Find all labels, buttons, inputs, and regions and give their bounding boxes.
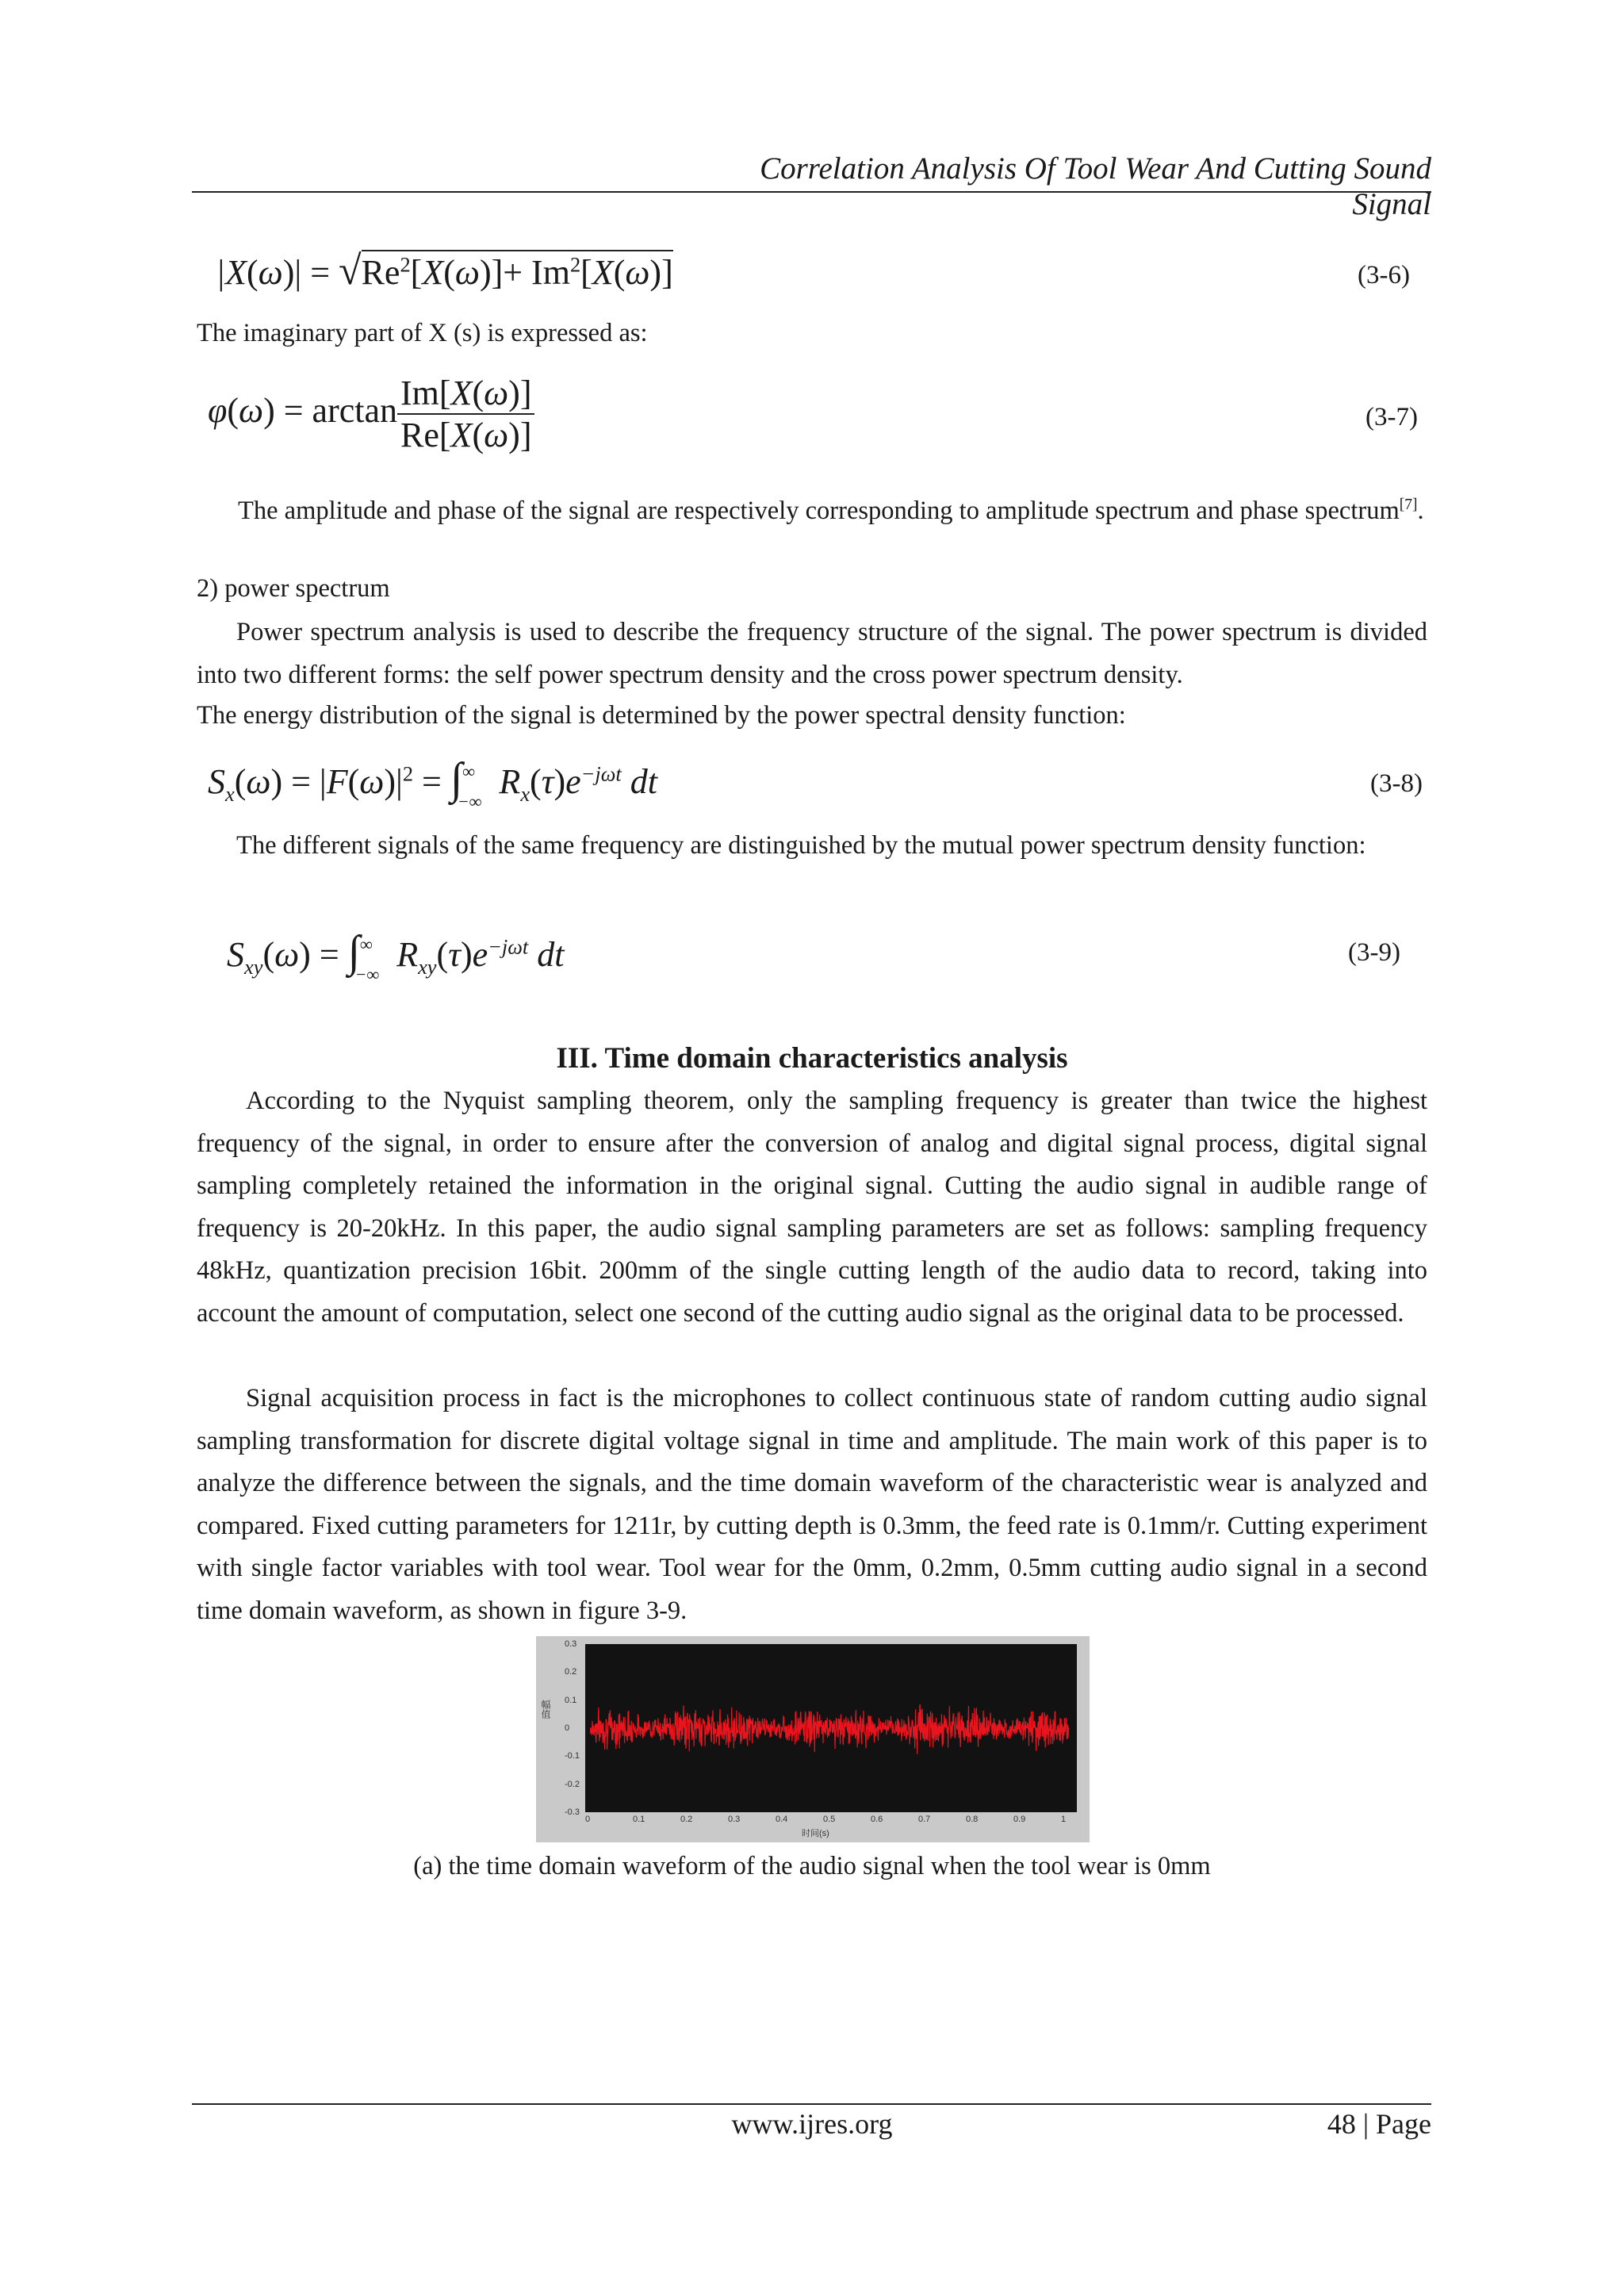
x-tick-label: 0.2 <box>680 1815 693 1824</box>
section-title: III. Time domain characteristics analysis <box>556 1042 1068 1075</box>
x-tick-label: 0.8 <box>966 1815 979 1824</box>
page-number: 48 | Page <box>1327 2108 1431 2140</box>
citation: [7] <box>1399 496 1418 513</box>
energy-distribution-line: The energy distribution of the signal is determined by the power spectral density function: <box>197 701 1126 730</box>
y-tick-label: 0 <box>565 1723 570 1733</box>
equation-3-7: φ(ω) = arctan $\frac{Im[X(\omega)]}{Re[X(\omega)]}$ <box>208 373 534 455</box>
imaginary-intro: The imaginary part of X (s) is expressed as: <box>197 319 648 347</box>
mutual-power-paragraph: The different signals of the same frequency are distinguished by the mutual power spectrum density function: <box>236 831 1366 860</box>
equation-3-6: $|X(\omega)| = √Re^2[X(\omega)]+ Im^2[X(\omega)]$ <box>216 248 673 293</box>
power-spectrum-heading: 2) power spectrum <box>197 574 390 603</box>
x-tick-label: 0.1 <box>633 1815 645 1824</box>
y-tick-label: 0.2 <box>565 1667 577 1677</box>
header-rule <box>192 191 1431 193</box>
acquisition-paragraph: Signal acquisition process in fact is the microphones to collect continuous state of random cutting audio signal sampling transformation for discrete digital voltage signal in time and amplitude. The main work of this paper is to analyze the difference between the signals, and the time domain waveform of the characteristic wear is analyzed and compared. Fixed cutting parameters for 1211r, by cutting depth is 0.3mm, the feed rate is 0.1mm/r. Cutting experiment with single factor variables with tool wear. Tool wear for the 0mm, 0.2mm, 0.5mm cutting audio signal in a second time domain waveform, as shown in figure 3-9. <box>197 1384 1427 1625</box>
equation-3-8: $S_x(\omega) = |F(\omega)|^2 = \int^\infty_{-\infty}R_x(\tau)e^{-j\omega t}$ dt <box>208 754 657 811</box>
x-tick-label: 0.5 <box>823 1815 836 1824</box>
plot-area <box>585 1644 1077 1812</box>
x-tick-label: 0.3 <box>728 1815 741 1824</box>
equation-3-9: $S_{xy}(\omega) = \int^\infty_{-\infty}R_{xy}(\tau)e^{-j\omega t}$ dt <box>227 927 565 984</box>
equation-number: (3-6) <box>1358 261 1410 289</box>
running-header: Correlation Analysis Of Tool Wear And Cutting Sound Signal <box>760 151 1431 221</box>
signal-line <box>590 1704 1069 1754</box>
equation-number: (3-9) <box>1348 938 1400 967</box>
figure-caption: (a) the time domain waveform of the audio signal when the tool wear is 0mm <box>413 1852 1211 1880</box>
x-tick-label: 0.6 <box>871 1815 883 1824</box>
y-axis-label: 幅值 <box>540 1700 551 1719</box>
x-tick-label: 0.7 <box>918 1815 931 1824</box>
y-tick-label: -0.3 <box>565 1807 580 1817</box>
waveform-plot <box>585 1644 1077 1812</box>
equation-number: (3-7) <box>1365 403 1418 431</box>
x-axis-label: 时间(s) <box>802 1829 829 1838</box>
y-tick-label: -0.1 <box>565 1751 580 1761</box>
amplitude-phase-paragraph: The amplitude and phase of the signal are respectively corresponding to amplitude spectrum and phase spectrum[7]. <box>238 496 1424 525</box>
x-tick-label: 0 <box>585 1815 591 1824</box>
footer-url: www.ijres.org <box>731 2108 893 2140</box>
x-tick-label: 0.9 <box>1013 1815 1026 1824</box>
power-spectrum-paragraph: Power spectrum analysis is used to describe the frequency structure of the signal. The power spectrum is divided into two different forms: the self power spectrum density and the cross power spectrum density. <box>197 618 1427 689</box>
nyquist-paragraph: According to the Nyquist sampling theorem, only the sampling frequency is greater than twice the highest frequency of the signal, in order to ensure after the conversion of analog and digital signal process, digital signal sampling completely retained the information in the original signal. Cutting the audio signal in audible range of frequency is 20-20kHz. In this paper, the audio signal sampling parameters are set as follows: sampling frequency 48kHz, quantization precision 16bit. 200mm of the single cutting length of the audio data to record, taking into account the amount of computation, select one second of the cutting audio signal as the original data to be processed. <box>197 1087 1427 1328</box>
x-tick-label: 1 <box>1061 1815 1067 1824</box>
y-tick-label: 0.1 <box>565 1695 577 1705</box>
x-tick-label: 0.4 <box>776 1815 788 1824</box>
footer-rule <box>192 2103 1431 2105</box>
y-tick-label: -0.2 <box>565 1779 580 1789</box>
y-tick-label: 0.3 <box>565 1639 577 1649</box>
amplitude-phase-text: The amplitude and phase of the signal are respectively corresponding to amplitude spectrum and phase spectrum <box>238 496 1400 525</box>
equation-number: (3-8) <box>1370 769 1423 798</box>
waveform-figure <box>536 1636 1090 1842</box>
